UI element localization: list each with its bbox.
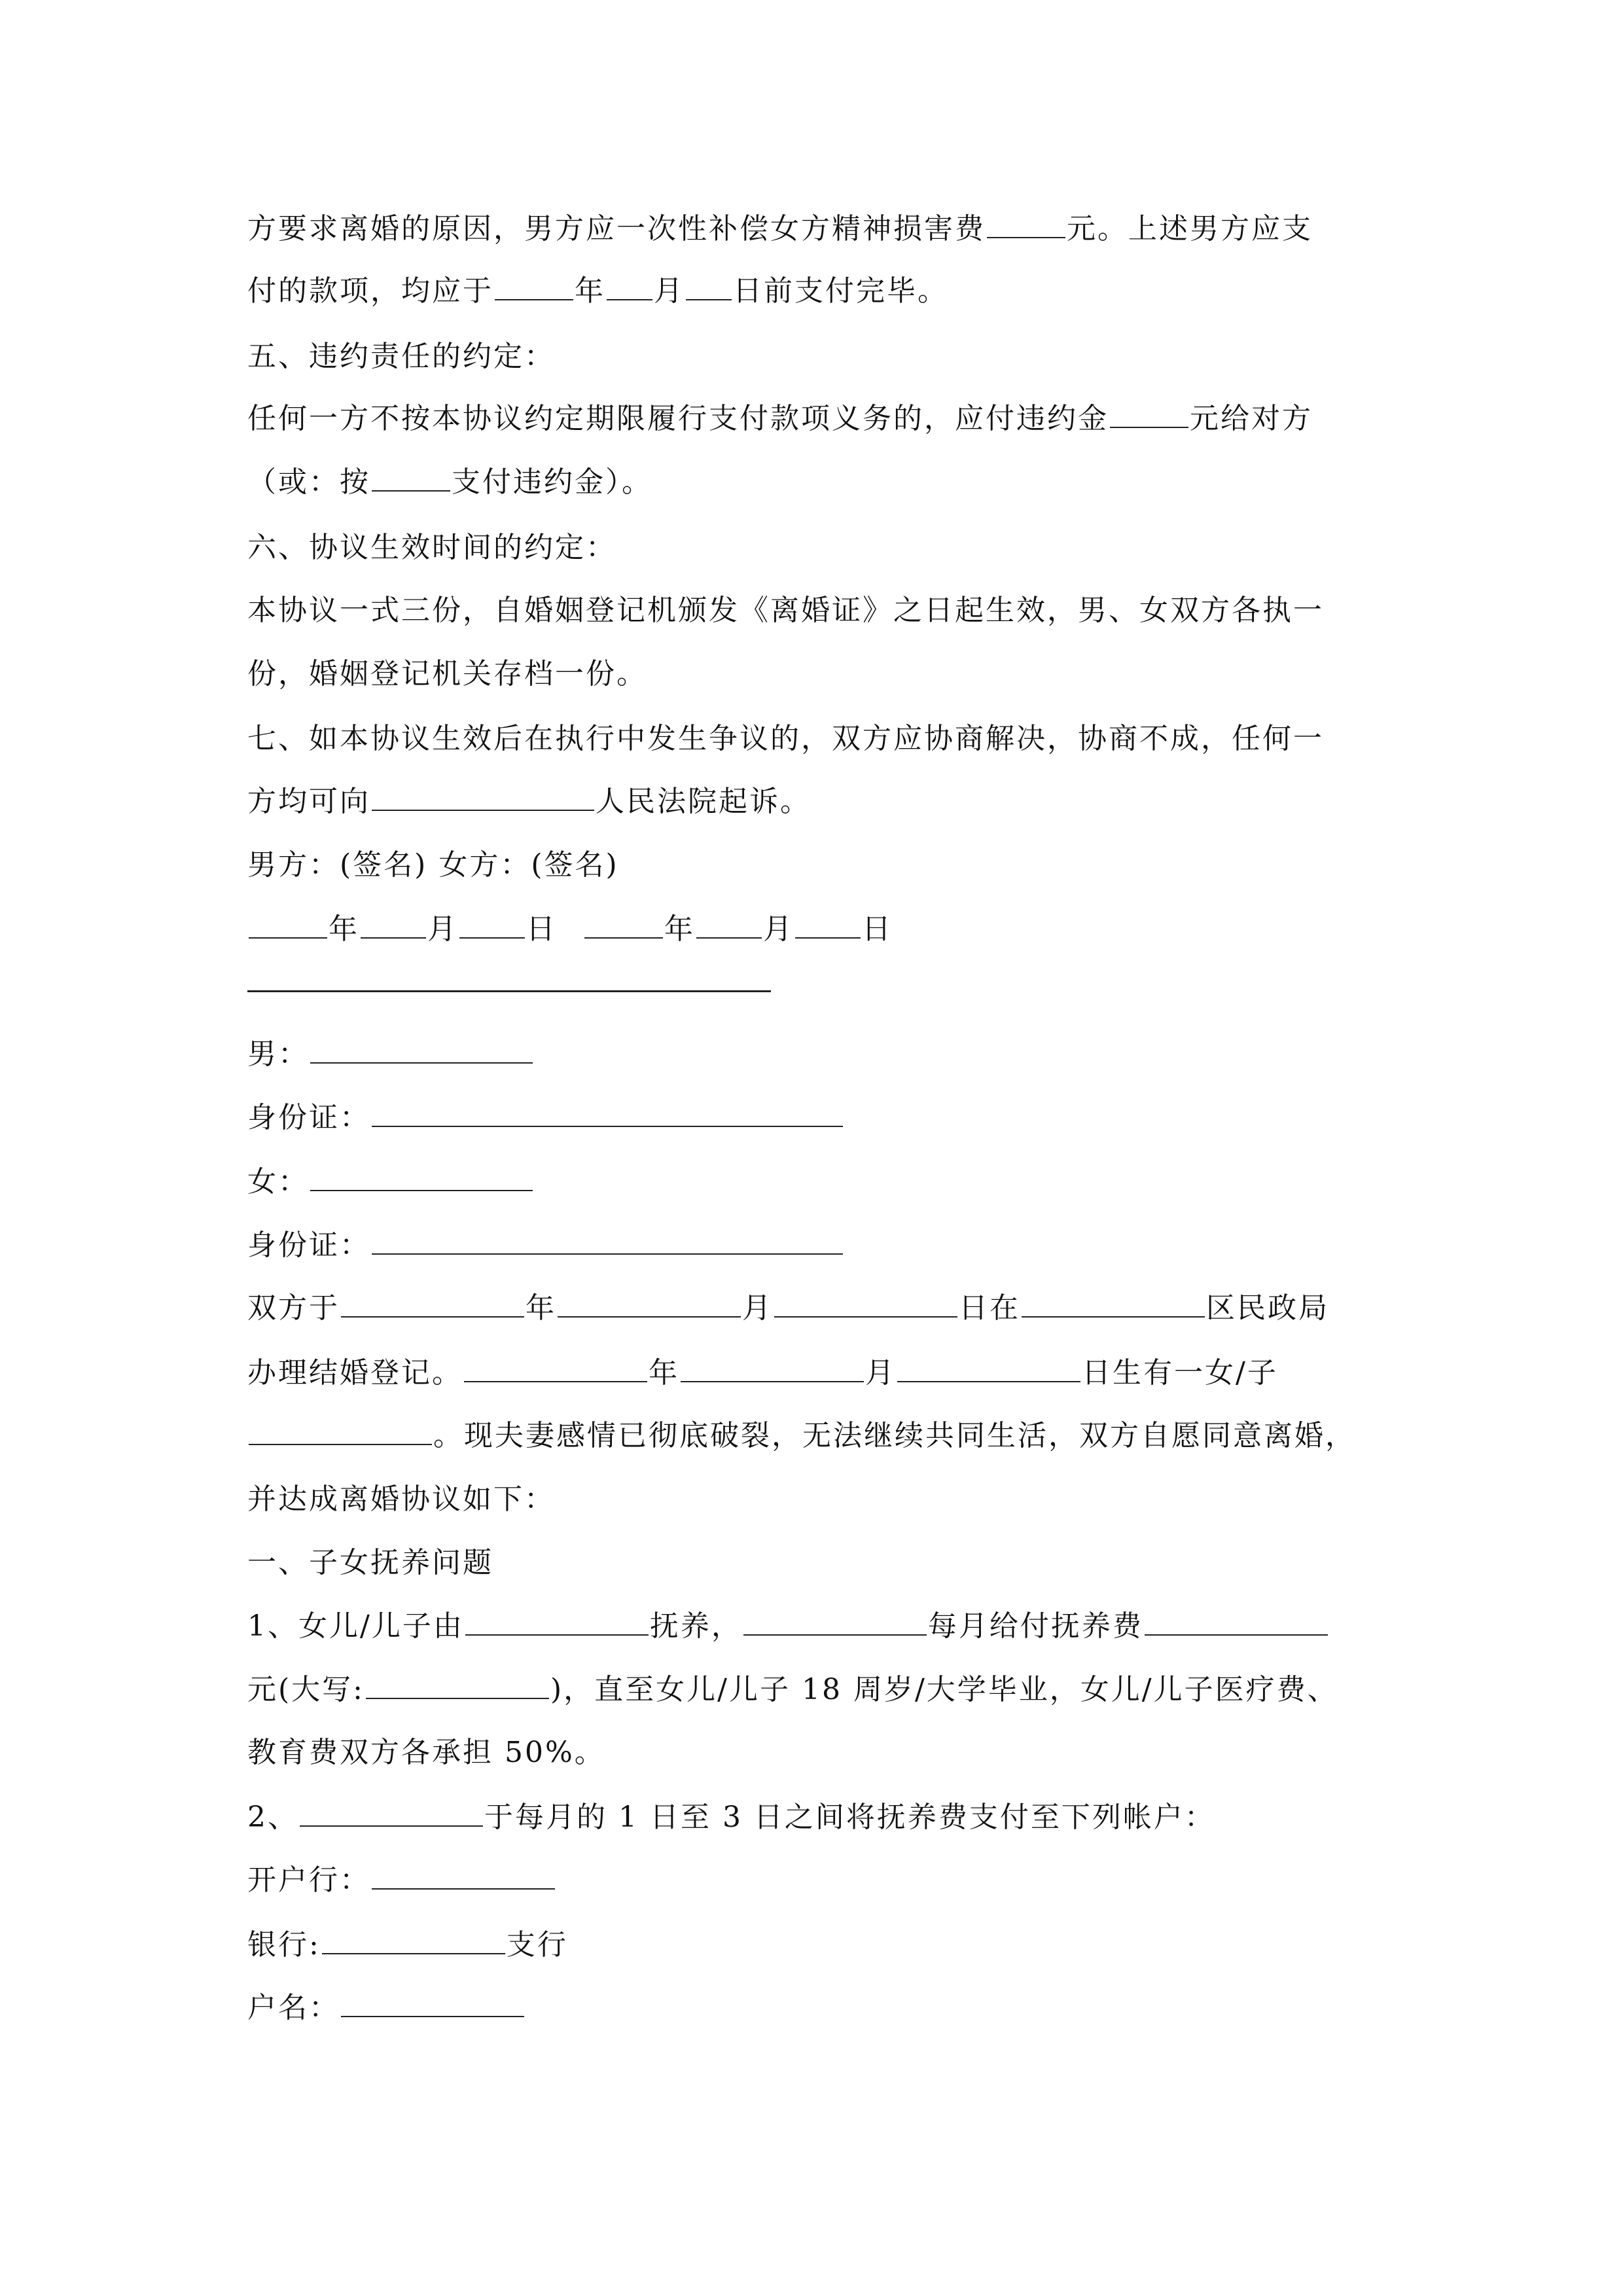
compensation-amount-blank[interactable] bbox=[987, 208, 1065, 238]
male-month-blank[interactable] bbox=[361, 908, 426, 939]
payer-name-blank[interactable] bbox=[300, 1797, 483, 1827]
female-name-blank[interactable] bbox=[310, 1161, 533, 1191]
paragraph-effective-1: 本协议一式三份，自婚姻登记机颁发《离婚证》之日起生效，男、女双方各执一 bbox=[247, 594, 1324, 627]
account-bank-line bbox=[247, 1854, 1412, 1907]
text: 区民政局 bbox=[1206, 1291, 1329, 1325]
text: 日在 bbox=[959, 1291, 1020, 1325]
marriage-registration-line-3 bbox=[247, 1410, 1412, 1462]
monthly-support-blank[interactable] bbox=[1145, 1605, 1328, 1636]
male-id-blank[interactable] bbox=[372, 1097, 843, 1127]
female-id-blank[interactable] bbox=[372, 1225, 843, 1255]
text: 每月给付抚养费 bbox=[927, 1609, 1143, 1643]
text: 年 bbox=[329, 912, 359, 946]
female-year-blank[interactable] bbox=[584, 908, 663, 939]
account-name-blank[interactable] bbox=[341, 1987, 524, 2017]
text: 月 bbox=[763, 912, 794, 946]
female-month-blank[interactable] bbox=[696, 908, 762, 939]
penalty-terms-blank[interactable] bbox=[372, 461, 450, 492]
label: 身份证： bbox=[247, 1101, 370, 1134]
text: 2、 bbox=[247, 1801, 298, 1834]
male-day-blank[interactable] bbox=[459, 908, 525, 939]
text: 抚养， bbox=[649, 1609, 742, 1643]
text: 年 bbox=[526, 1291, 556, 1325]
branch-line bbox=[247, 1919, 1412, 1971]
marriage-registration-line-4: 并达成离婚协议如下： bbox=[247, 1482, 555, 1516]
text: 支行 bbox=[506, 1928, 568, 1962]
text: 。现夫妻感情已彻底破裂，无法继续共同生活，双方自愿同意离婚， bbox=[433, 1419, 1356, 1452]
marriage-month-blank[interactable] bbox=[558, 1287, 741, 1318]
child-birth-day-blank[interactable] bbox=[897, 1352, 1080, 1382]
male-name-line bbox=[247, 1028, 1412, 1081]
male-year-blank[interactable] bbox=[249, 908, 327, 939]
paragraph-dispute-2 bbox=[247, 776, 1412, 828]
month-blank[interactable] bbox=[607, 270, 652, 300]
label: 身份证： bbox=[247, 1229, 370, 1262]
text: 方要求离婚的原因，男方应一次性补偿女方精神损害费 bbox=[247, 212, 986, 245]
custody-clause-2 bbox=[247, 1664, 1412, 1716]
penalty-amount-blank[interactable] bbox=[1110, 398, 1188, 428]
text: 1、女儿/儿子由 bbox=[247, 1609, 464, 1643]
heading-child-custody: 一、子女抚养问题 bbox=[247, 1546, 493, 1579]
text: 人民法院起诉。 bbox=[596, 785, 811, 818]
male-id-line bbox=[247, 1092, 1412, 1144]
day-blank[interactable] bbox=[686, 270, 732, 300]
year-blank[interactable] bbox=[495, 270, 573, 300]
marriage-year-blank[interactable] bbox=[341, 1287, 524, 1318]
text: 办理结婚登记。 bbox=[247, 1356, 463, 1390]
marriage-registration-line-1 bbox=[247, 1282, 1412, 1335]
text: 年 bbox=[664, 912, 695, 946]
text: 元(大写: bbox=[247, 1673, 365, 1706]
marriage-registration-line-2 bbox=[247, 1347, 1412, 1399]
signature-line: 男方：(签名) 女方：(签名) bbox=[247, 848, 619, 882]
paragraph-breach bbox=[247, 393, 1412, 445]
text: 双方于 bbox=[247, 1291, 340, 1325]
text: 支付违约金）。 bbox=[452, 465, 652, 499]
text: （或：按 bbox=[247, 465, 370, 499]
account-name-line bbox=[247, 1982, 1412, 2034]
district-blank[interactable] bbox=[1022, 1287, 1205, 1318]
text: 元给对方 bbox=[1190, 402, 1313, 435]
custody-clause-3: 教育费双方各承担 50%。 bbox=[247, 1736, 605, 1769]
branch-blank[interactable] bbox=[322, 1924, 505, 1954]
signature-dates bbox=[247, 903, 1412, 956]
custodian-blank[interactable] bbox=[465, 1605, 649, 1636]
heading-breach-liability: 五、违约责任的约定： bbox=[247, 340, 555, 373]
text: 日生有一女/子 bbox=[1082, 1356, 1278, 1390]
marriage-day-blank[interactable] bbox=[774, 1287, 957, 1318]
child-name-blank[interactable] bbox=[249, 1415, 432, 1445]
paragraph-payment-deadline bbox=[247, 265, 1412, 317]
paragraph-compensation bbox=[247, 203, 1412, 255]
paragraph-effective-2: 份，婚姻登记机关存档一份。 bbox=[247, 657, 647, 691]
amount-in-words-blank[interactable] bbox=[366, 1669, 549, 1699]
text: 日 bbox=[862, 912, 893, 946]
text: 月 bbox=[654, 274, 685, 308]
text: 月 bbox=[865, 1356, 896, 1390]
label: 开户行： bbox=[247, 1863, 370, 1897]
child-birth-year-blank[interactable] bbox=[464, 1352, 647, 1382]
text: 年 bbox=[575, 274, 605, 308]
heading-effective-time: 六、协议生效时间的约定： bbox=[247, 531, 616, 564]
text: 任何一方不按本协议约定期限履行支付款项义务的，应付违约金 bbox=[247, 402, 1109, 435]
text: 日前支付完毕。 bbox=[733, 274, 948, 308]
section-divider bbox=[247, 990, 771, 992]
label: 男： bbox=[247, 1037, 309, 1071]
paragraph-breach-alt bbox=[247, 456, 1412, 509]
text: 付的款项，均应于 bbox=[247, 274, 493, 308]
payment-clause bbox=[247, 1791, 1412, 1844]
female-name-line bbox=[247, 1156, 1412, 1208]
text: 方均可向 bbox=[247, 785, 370, 818]
child-birth-month-blank[interactable] bbox=[681, 1352, 864, 1382]
text: 元。上述男方应支 bbox=[1067, 212, 1313, 245]
text: 月 bbox=[427, 912, 458, 946]
female-id-line bbox=[247, 1219, 1412, 1272]
court-name-blank[interactable] bbox=[372, 781, 594, 811]
text: )，直至女儿/儿子 18 周岁/大学毕业，女儿/儿子医疗费、 bbox=[550, 1673, 1338, 1706]
payer-blank[interactable] bbox=[743, 1605, 927, 1636]
text: 月 bbox=[742, 1291, 773, 1325]
text: 银行: bbox=[247, 1928, 321, 1962]
paragraph-dispute-1: 七、如本协议生效后在执行中发生争议的，双方应协商解决，协商不成，任何一 bbox=[247, 722, 1324, 755]
male-name-blank[interactable] bbox=[310, 1033, 533, 1064]
text: 年 bbox=[649, 1356, 679, 1390]
label: 户名： bbox=[247, 1991, 340, 2024]
text: 日 bbox=[526, 912, 557, 946]
opening-bank-blank[interactable] bbox=[372, 1859, 555, 1890]
female-day-blank[interactable] bbox=[795, 908, 861, 939]
label: 女： bbox=[247, 1165, 309, 1198]
text: 于每月的 1 日至 3 日之间将抚养费支付至下列帐户： bbox=[484, 1801, 1215, 1834]
custody-clause-1 bbox=[247, 1600, 1412, 1653]
